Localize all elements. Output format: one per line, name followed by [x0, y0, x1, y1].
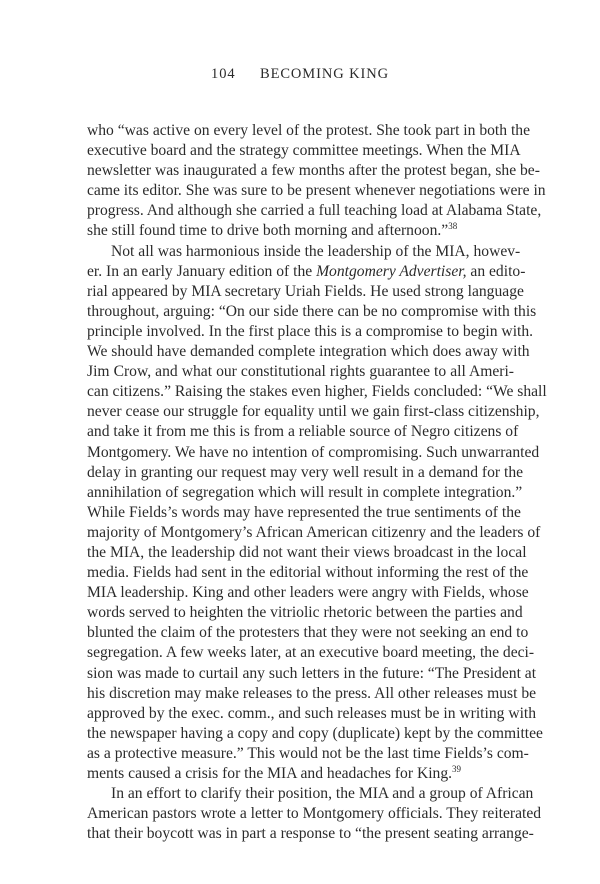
line-text: newsletter was inaugurated a few months after the protest began, she be-	[87, 162, 540, 180]
text-line	[87, 804, 542, 824]
text-line	[87, 161, 540, 181]
text-line	[87, 664, 537, 684]
line-text: executive board and the strategy committee meetings. When the MIA	[87, 142, 521, 160]
text-line	[87, 623, 529, 643]
line-text: blunted the claim of the protesters that they were not seeking an end to	[87, 624, 529, 642]
running-head	[0, 66, 600, 83]
line-text: his discretion may make releases to the press. All other releases must be	[87, 684, 537, 702]
text-line	[87, 523, 541, 543]
line-text: principle involved. In the first place this is a compromise to begin with.	[87, 322, 534, 340]
body-text	[87, 121, 547, 844]
text-line	[87, 382, 547, 402]
text-line	[87, 503, 521, 523]
text-line	[87, 302, 537, 322]
line-text: We should have demanded complete integration which does away with	[87, 343, 530, 361]
paragraph	[87, 784, 542, 844]
text-line	[87, 684, 537, 704]
line-text: Not all was harmonious inside the leadership of the MIA, howev-	[111, 242, 521, 260]
line-text: ments caused a crisis for the MIA and headaches for King.	[87, 765, 453, 782]
text-line	[87, 603, 523, 623]
line-text: never cease our struggle for equality until we gain first-class citizenship,	[87, 403, 540, 421]
line-text: media. Fields had sent in the editorial without informing the rest of the	[87, 564, 529, 582]
line-text: delay in granting our request may very well result in a demand for the	[87, 463, 524, 481]
text-line	[87, 402, 540, 422]
footnote-marker: 38	[448, 221, 458, 232]
running-title: BECOMING KING	[260, 66, 389, 82]
text-line	[87, 342, 530, 362]
text-line	[87, 824, 534, 844]
line-text: American pastors wrote a letter to Montgomery officials. They reiterated	[87, 805, 542, 823]
line-text: can citizens.” Raising the stakes even higher, Fields concluded: “We shall	[87, 383, 547, 401]
line-text: While Fields’s words may have represented the true sentiments of the	[87, 503, 521, 521]
line-text: that their boycott was in part a response to “the present seating arrange-	[87, 825, 534, 843]
text-line	[87, 744, 529, 764]
text-line	[87, 443, 540, 463]
text-line	[87, 282, 524, 302]
text-line	[87, 201, 542, 221]
text-line	[87, 322, 534, 342]
line-text: progress. And although she carried a full teaching load at Alabama State,	[87, 202, 542, 220]
text-line	[87, 724, 543, 744]
text-line	[87, 543, 527, 563]
text-line	[87, 362, 514, 382]
line-text: MIA leadership. King and other leaders were angry with Fields, whose	[87, 584, 529, 602]
line-text: approved by the exec. comm., and such releases must be in writing with	[87, 704, 537, 722]
text-line	[87, 784, 534, 804]
line-text: she still found time to drive both morning and afternoon.”	[87, 222, 449, 240]
line-text: an edito-	[466, 262, 526, 280]
text-line	[87, 242, 521, 262]
line-text: Montgomery. We have no intention of compromising. Such unwarranted	[87, 443, 540, 461]
paragraph	[87, 242, 547, 785]
text-line	[87, 141, 521, 161]
line-text: the MIA, the leadership did not want their views broadcast in the local	[87, 543, 527, 561]
line-text: majority of Montgomery’s African American citizenry and the leaders of	[87, 523, 541, 541]
line-text: rial appeared by MIA secretary Uriah Fields. He used strong language	[87, 282, 524, 300]
line-text: In an effort to clarify their position, the MIA and a group of African	[111, 785, 534, 803]
paragraph	[87, 121, 546, 242]
text-line	[87, 764, 514, 784]
line-text: Jim Crow, and what our constitutional rights guarantee to all Ameri-	[87, 363, 514, 381]
line-text: and take it from me this is from a reliable source of Negro citizens of	[87, 423, 519, 441]
text-line	[87, 483, 523, 503]
line-text: er. In an early January edition of the	[87, 262, 317, 280]
text-line	[87, 563, 529, 583]
footnote-marker: 39	[452, 764, 462, 774]
text-line	[87, 583, 529, 603]
text-line	[87, 704, 537, 724]
text-line	[87, 422, 519, 442]
line-text: who “was active on every level of the protest. She took part in both the	[87, 122, 530, 139]
text-line	[87, 221, 514, 241]
page-number: 104	[211, 66, 236, 82]
text-line	[87, 181, 546, 201]
line-text: segregation. A few weeks later, at an executive board meeting, the deci-	[87, 644, 535, 662]
line-text: words served to heighten the vitriolic rhetoric between the parties and	[87, 604, 523, 622]
line-text: throughout, arguing: “On our side there can be no compromise with this	[87, 302, 537, 320]
text-line	[87, 643, 535, 663]
line-text: sion was made to curtail any such letters in the future: “The President at	[87, 664, 537, 682]
line-text: as a protective measure.” This would not be the last time Fields’s com-	[87, 744, 529, 762]
line-text: annihilation of segregation which will result in complete integration.”	[87, 483, 523, 501]
line-text: the newspaper having a copy and copy (duplicate) kept by the committee	[87, 724, 543, 742]
italic-title: Montgomery Advertiser,	[316, 262, 467, 280]
text-line	[87, 121, 530, 141]
text-line	[87, 463, 524, 483]
text-line	[87, 262, 526, 282]
line-text: came its editor. She was sure to be present whenever negotiations were in	[87, 182, 546, 200]
